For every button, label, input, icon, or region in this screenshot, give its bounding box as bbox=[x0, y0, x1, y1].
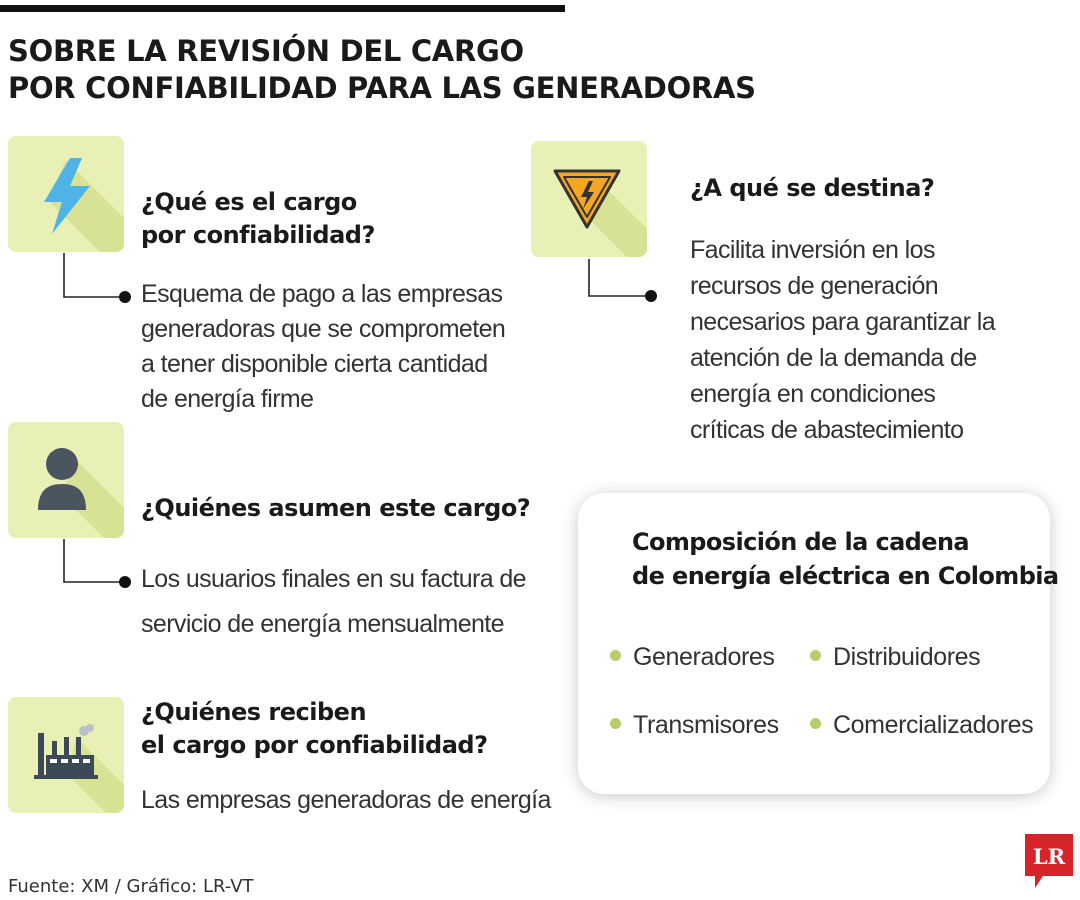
bullet-icon bbox=[810, 718, 821, 729]
question-line: ¿Quiénes asumen este cargo? bbox=[141, 494, 531, 522]
answer-line: críticas de abastecimiento bbox=[690, 416, 964, 444]
question-line: por confiabilidad? bbox=[141, 221, 375, 249]
page-title-line-1: SOBRE LA REVISIÓN DEL CARGO bbox=[8, 34, 524, 68]
answer-line: Los usuarios finales en su factura de bbox=[141, 565, 526, 593]
bullet-icon bbox=[610, 718, 621, 729]
list-item-label: Comercializadores bbox=[833, 711, 1034, 739]
high-voltage-warning-icon bbox=[531, 141, 647, 257]
question-who-receives bbox=[141, 696, 488, 762]
composition-title bbox=[632, 525, 1059, 593]
bullet-icon bbox=[810, 650, 821, 661]
factory-icon bbox=[8, 697, 124, 813]
bullet-icon bbox=[610, 650, 621, 661]
list-item-label: Distribuidores bbox=[833, 643, 981, 671]
answer-line: a tener disponible cierta cantidad bbox=[141, 350, 488, 378]
source-credit: Fuente: XM / Gráfico: LR-VT bbox=[8, 876, 254, 897]
answer-line: atención de la demanda de bbox=[690, 344, 977, 372]
list-item bbox=[610, 643, 775, 672]
answer-line: necesarios para garantizar la bbox=[690, 308, 996, 336]
question-what-is bbox=[141, 186, 375, 252]
list-item bbox=[810, 711, 1033, 740]
answer-line: servicio de energía mensualmente bbox=[141, 610, 504, 638]
lr-logo-text: LR bbox=[1032, 844, 1066, 869]
composition-title-line: de energía eléctrica en Colombia bbox=[632, 562, 1059, 590]
answer-line: energía en condiciones bbox=[690, 380, 936, 408]
question-line: ¿A qué se destina? bbox=[690, 174, 935, 202]
list-item-label: Transmisores bbox=[633, 711, 779, 739]
composition-card bbox=[578, 493, 1059, 794]
answer-who-receives bbox=[141, 783, 551, 818]
list-item bbox=[610, 711, 779, 740]
answer-line: de energía firme bbox=[141, 385, 314, 413]
question-who-pays bbox=[141, 492, 530, 525]
page-title-line-2: POR CONFIABILIDAD PARA LAS GENERADORAS bbox=[8, 71, 756, 105]
answer-line: recursos de generación bbox=[690, 272, 939, 300]
answer-purpose bbox=[690, 232, 995, 448]
answer-line: Facilita inversión en los bbox=[690, 236, 935, 264]
title-top-bar bbox=[0, 5, 565, 12]
composition-title-line: Composición de la cadena bbox=[632, 528, 970, 556]
question-purpose bbox=[690, 172, 934, 205]
connector-line bbox=[62, 253, 134, 305]
answer-what-is bbox=[141, 277, 505, 417]
lr-logo bbox=[1025, 834, 1073, 890]
list-item-label: Generadores bbox=[633, 643, 775, 671]
question-line: el cargo por confiabilidad? bbox=[141, 731, 488, 759]
answer-line: Esquema de pago a las empresas bbox=[141, 280, 503, 308]
answer-line: generadoras que se comprometen bbox=[141, 315, 506, 343]
question-line: ¿Quiénes reciben bbox=[141, 698, 367, 726]
connector-line bbox=[587, 259, 659, 305]
connector-line bbox=[62, 539, 134, 591]
page-title bbox=[8, 33, 756, 107]
question-line: ¿Qué es el cargo bbox=[141, 188, 357, 216]
answer-line: Las empresas generadoras de energía bbox=[141, 786, 551, 814]
user-icon bbox=[8, 422, 124, 538]
list-item bbox=[810, 643, 980, 672]
answer-who-pays bbox=[141, 557, 526, 647]
lightning-bolt-icon bbox=[8, 136, 124, 252]
